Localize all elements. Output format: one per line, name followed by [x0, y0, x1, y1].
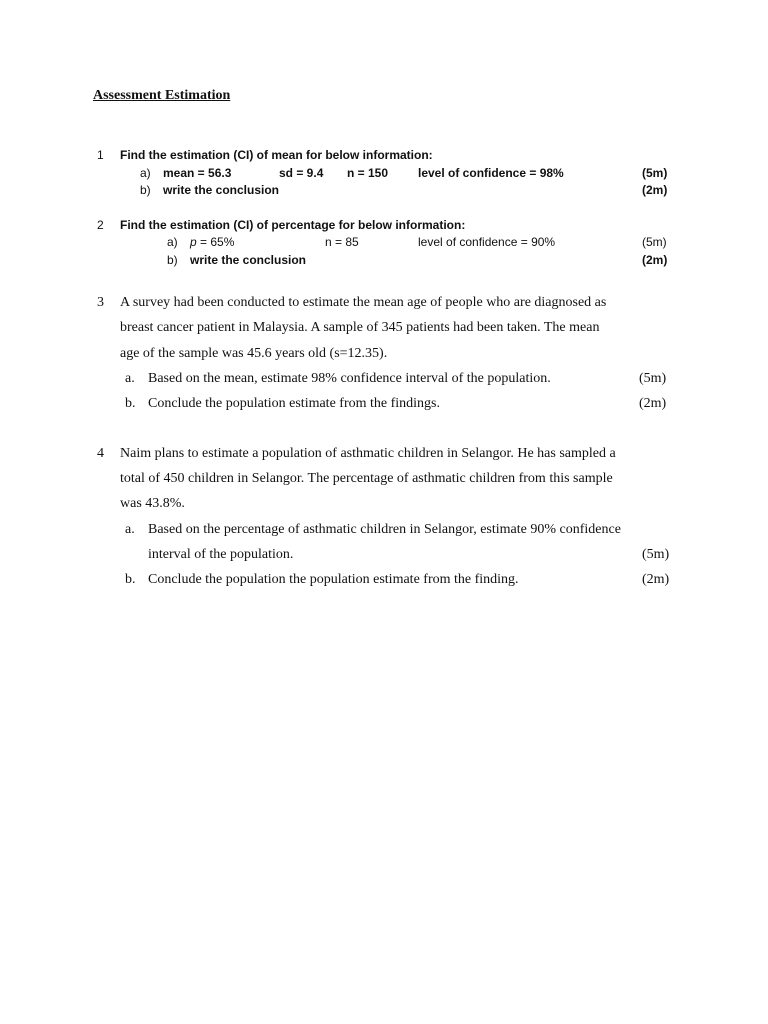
q1b-text: write the conclusion — [163, 183, 280, 197]
q3a-label: a. — [125, 371, 135, 386]
q2a-marks: (5m) — [642, 235, 667, 249]
q1-text: Find the estimation (CI) of mean for below information: — [120, 148, 433, 162]
q3b-marks: (2m) — [639, 396, 667, 411]
q2-number: 2 — [97, 218, 104, 232]
q2a-p — [190, 235, 234, 249]
q2a-n: n = 85 — [325, 235, 359, 249]
q2a-p-value: = 65% — [196, 235, 235, 249]
q1a-marks: (5m) — [642, 166, 668, 180]
q1a-confidence: level of confidence = 98% — [418, 166, 564, 180]
page-title: Assessment Estimation — [93, 88, 231, 103]
q1a-mean: mean = 56.3 — [163, 166, 232, 180]
q4-line-3: was 43.8%. — [120, 496, 185, 511]
q1b-marks: (2m) — [642, 183, 668, 197]
q2b-marks: (2m) — [642, 253, 668, 267]
q2-text: Find the estimation (CI) of percentage for below information: — [120, 218, 466, 232]
q4b-label: b. — [125, 572, 136, 587]
q4-number: 4 — [97, 446, 104, 461]
q2b-label: b) — [167, 253, 178, 267]
q3-line-1: A survey had been conducted to estimate the mean age of people who are diagnosed as — [120, 295, 607, 310]
q2b-text: write the conclusion — [190, 253, 307, 267]
q4a-line-2: interval of the population. — [148, 547, 294, 562]
q4a-line-1: Based on the percentage of asthmatic children in Selangor, estimate 90% confidence — [148, 522, 621, 537]
q4a-marks: (5m) — [642, 547, 670, 562]
q4b-text: Conclude the population the population estimate from the finding. — [148, 572, 519, 587]
q1b-label: b) — [140, 183, 151, 197]
q3-line-3: age of the sample was 45.6 years old (s=12.35). — [120, 346, 388, 361]
q1a-label: a) — [140, 166, 151, 180]
q1-number: 1 — [97, 148, 104, 162]
q4-line-1: Naim plans to estimate a population of asthmatic children in Selangor. He has sampled a — [120, 446, 616, 461]
q4a-label: a. — [125, 522, 135, 537]
q1a-sd: sd = 9.4 — [279, 166, 324, 180]
q3a-text: Based on the mean, estimate 98% confidence interval of the population. — [148, 371, 551, 386]
q3b-text: Conclude the population estimate from the findings. — [148, 396, 440, 411]
q3b-label: b. — [125, 396, 136, 411]
q1a-n: n = 150 — [347, 166, 389, 180]
q3-number: 3 — [97, 295, 104, 310]
q4b-marks: (2m) — [642, 572, 670, 587]
q3-line-2: breast cancer patient in Malaysia. A sample of 345 patients had been taken. The mean — [120, 320, 600, 335]
q4-line-2: total of 450 children in Selangor. The percentage of asthmatic children from this sample — [120, 471, 613, 486]
q2a-confidence: level of confidence = 90% — [418, 235, 556, 249]
q2a-label: a) — [167, 235, 178, 249]
q3a-marks: (5m) — [639, 371, 667, 386]
q2a-p-symbol: p — [190, 235, 197, 249]
